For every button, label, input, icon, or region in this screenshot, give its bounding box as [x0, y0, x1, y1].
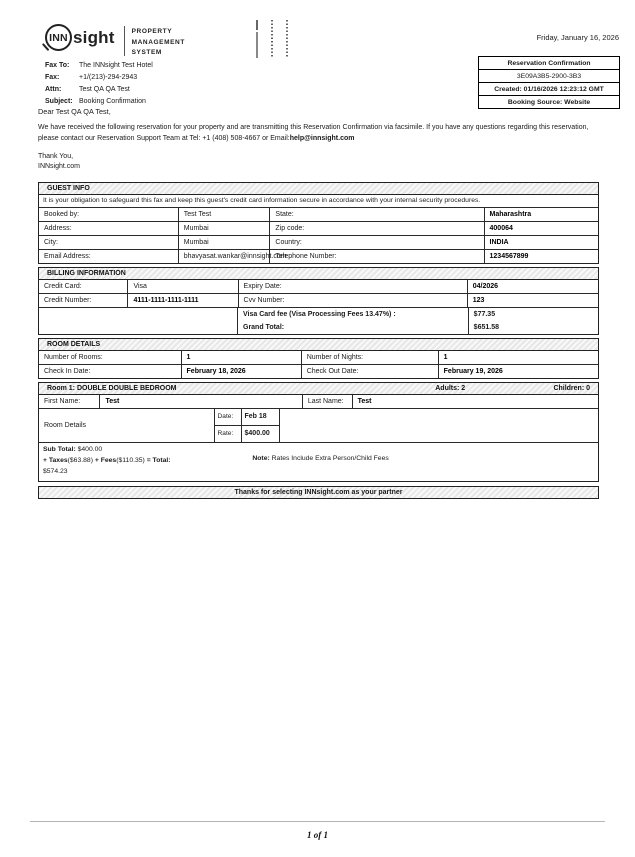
address-value: Mumbai	[179, 222, 271, 235]
reservation-confirmation-box	[478, 56, 620, 109]
tagline-line: PROPERTY	[131, 28, 173, 35]
taxes-fees-line	[43, 456, 252, 467]
cvv-value: 123	[472, 296, 485, 304]
rate-label: Rate:	[217, 430, 234, 438]
document-body	[38, 107, 599, 499]
table-row	[39, 235, 598, 249]
city-value: Mumbai	[179, 236, 271, 249]
table-row	[39, 364, 598, 378]
phone-value: 1234567899	[489, 252, 529, 260]
check-out-label: Check Out Date:	[302, 365, 439, 378]
room1-header	[39, 383, 598, 395]
grand-total-value: $651.58	[468, 321, 598, 334]
subtotal-line	[43, 445, 252, 456]
fax-to-label: Fax To:	[45, 62, 70, 69]
table-row	[39, 221, 598, 235]
fax-header-block	[45, 60, 153, 108]
logo-inn-text: INN	[49, 31, 68, 44]
billing-section	[38, 267, 599, 335]
visa-fee-value: $77.35	[468, 308, 598, 321]
subject-line	[45, 96, 153, 108]
totals-row	[39, 442, 598, 482]
confirmation-number: 3E09A3B5-2900-3B3	[479, 69, 619, 82]
expiry-label: Expiry Date:	[239, 280, 468, 293]
billing-title: BILLING INFORMATION	[47, 269, 126, 277]
credit-number-label: Credit Number:	[39, 294, 128, 307]
fax-mark	[271, 20, 273, 58]
fees-rows	[238, 308, 598, 334]
date-value: Feb 18	[241, 409, 279, 425]
first-name-label: First Name:	[39, 395, 100, 408]
room1-adults: Adults: 2	[435, 384, 466, 392]
credit-card-label: Credit Card:	[39, 280, 128, 293]
logo-tagline	[132, 24, 185, 59]
taxes-amount: ($63.88)	[67, 457, 93, 465]
fees-empty-cell	[39, 308, 238, 334]
check-out-value: February 19, 2026	[443, 367, 503, 375]
table-row	[39, 249, 598, 263]
subject-value: Booking Confirmation	[79, 97, 146, 105]
room1-children: Children: 0	[553, 384, 590, 392]
table-row	[39, 293, 598, 307]
fax-margin-marks	[256, 20, 288, 58]
booking-source-value: Website	[564, 98, 591, 106]
thanks-text: Thanks for selecting INNsight.com as your partner	[234, 489, 403, 497]
fees-block	[39, 307, 598, 334]
fax-to-line	[45, 60, 153, 72]
innsight-logo	[45, 24, 185, 59]
fax-mark	[286, 20, 288, 58]
booking-source-label: Booking Source:	[507, 98, 563, 106]
tagline-line: SYSTEM	[131, 49, 162, 57]
logo-divider	[124, 26, 125, 56]
attn-line	[45, 84, 153, 96]
fax-number-label: Fax:	[45, 73, 60, 81]
check-in-value: February 18, 2026	[182, 365, 302, 378]
num-rooms-label: Number of Rooms:	[39, 351, 182, 364]
room-details-section	[38, 338, 599, 379]
thanks-footer-bar	[38, 486, 599, 499]
subtotal-label: Sub Total:	[43, 446, 76, 454]
date-label: Date:	[217, 413, 234, 421]
letter-closing	[38, 152, 599, 173]
last-name-label: Last Name:	[303, 395, 353, 408]
closing-thank-you: Thank You,	[38, 152, 74, 160]
address-label: Address:	[39, 222, 179, 235]
fees-amount: ($110.35)	[116, 457, 145, 465]
credit-number-value: 4111-1111-1111-1111	[128, 294, 238, 307]
check-in-label: Check In Date:	[39, 365, 182, 378]
rate-mini-table	[215, 409, 280, 442]
credit-card-value: Visa	[128, 280, 238, 293]
letter-body-text: We have received the following reservation for your property and are transmitting this Reservation Confirmation via facsimile. If you have any questions regarding this reservation, please contact our Reservation Support Team at Tel: +1 (408) 508-4667 or Email:	[38, 124, 589, 142]
closing-signature: INNsight.com	[38, 163, 81, 171]
total-suffix: = Total:	[144, 457, 171, 465]
billing-header	[39, 268, 598, 280]
room-details-header	[39, 339, 598, 351]
page-footer	[30, 821, 605, 843]
fax-to-value: The INNsight Test Hotel	[79, 62, 153, 69]
fax-mark	[256, 20, 258, 58]
cvv-label: Cvv Number:	[239, 294, 468, 307]
num-nights-value: 1	[443, 353, 448, 361]
booked-by-label: Booked by:	[39, 208, 179, 221]
visa-fee-label: Visa Card fee (Visa Processing Fees 13.47%) :	[243, 310, 396, 318]
phone-label: Telephone Number:	[270, 250, 484, 263]
rate-value: $400.00	[241, 426, 279, 442]
guest-info-title: GUEST INFO	[47, 184, 90, 192]
room1-title: Room 1: DOUBLE DOUBLE BEDROOM	[47, 384, 177, 392]
created-timestamp: Created: 01/16/2026 12:23:12 GMT	[479, 82, 619, 95]
num-nights-label: Number of Nights:	[302, 351, 439, 364]
fax-number-line	[45, 72, 153, 84]
document-date: Friday, January 16, 2026	[536, 33, 619, 42]
logo-sight-text: sight	[73, 27, 115, 47]
room1-section	[38, 382, 599, 483]
support-email-link[interactable]: help@innsight.com	[289, 134, 355, 142]
salutation: Dear Test QA QA Test,	[38, 107, 111, 116]
table-row	[39, 395, 598, 408]
rate-row	[215, 425, 279, 442]
state-value: Maharashtra	[489, 210, 532, 218]
magnifier-icon	[45, 24, 72, 51]
subject-label: Subject:	[45, 97, 73, 105]
totals-breakdown	[43, 445, 252, 478]
table-row	[39, 351, 598, 364]
room-rate-row	[39, 408, 598, 442]
email-value: bhavyasat.wankar@innsight.com	[179, 250, 271, 263]
attn-label: Attn:	[45, 85, 62, 93]
note-text: Rates Include Extra Person/Child Fees	[269, 455, 389, 463]
rates-note	[252, 445, 594, 478]
visa-fee-row	[238, 308, 598, 321]
taxes-prefix: + Taxes	[43, 457, 68, 465]
total-value: $574.23	[43, 467, 68, 475]
room-details-label: Room Details	[39, 409, 215, 442]
city-label: City:	[39, 236, 179, 249]
state-label: State:	[270, 208, 484, 221]
innsight-logo-wordmark	[45, 24, 115, 51]
subtotal-value: $400.00	[77, 446, 103, 454]
country-value: INDIA	[489, 238, 509, 246]
tagline-line: MANAGEMENT	[131, 38, 185, 46]
table-row	[39, 280, 598, 293]
date-row	[215, 409, 279, 425]
letter-body	[38, 123, 599, 145]
security-note: It is your obligation to safeguard this fax and keep this guest's credit card information secure in accordance with your internal security procedures.	[43, 197, 481, 205]
note-label: Note:	[252, 455, 270, 463]
page-number: 1 of 1	[307, 830, 328, 840]
guest-info-section	[38, 182, 599, 264]
fees-prefix: + Fees	[92, 457, 117, 465]
booked-by-value: Test Test	[179, 208, 271, 221]
reservation-box-title: Reservation Confirmation	[507, 59, 591, 67]
rate-row-spacer	[280, 409, 598, 442]
guest-info-header	[39, 183, 598, 195]
expiry-value: 04/2026	[472, 282, 499, 290]
last-name-value: Test	[357, 397, 372, 405]
grand-total-row	[238, 321, 598, 334]
first-name-value: Test	[100, 395, 302, 408]
attn-value: Test QA QA Test	[79, 85, 130, 93]
fax-number-value: +1/(213)-294-2943	[79, 73, 138, 81]
grand-total-label: Grand Total:	[243, 323, 285, 331]
zip-value: 400064	[489, 224, 513, 232]
num-rooms-value: 1	[182, 351, 302, 364]
table-row	[39, 207, 598, 221]
email-label: Email Address:	[39, 250, 179, 263]
room-details-title: ROOM DETAILS	[47, 340, 101, 348]
country-label: Country:	[270, 236, 484, 249]
zip-label: Zip code:	[270, 222, 484, 235]
